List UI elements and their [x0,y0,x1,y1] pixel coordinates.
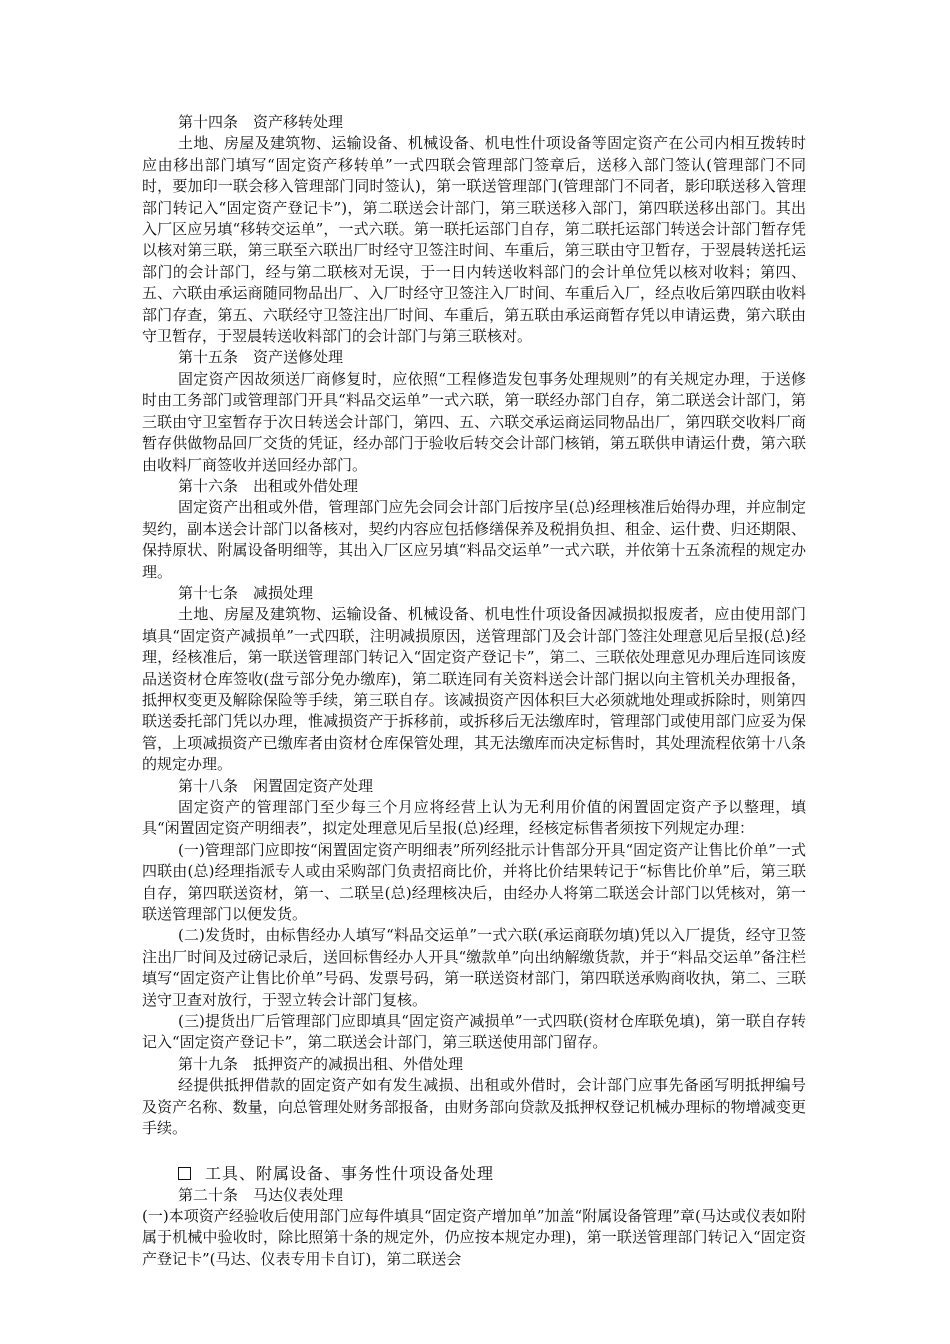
checkbox-square-icon [178,1167,191,1180]
article-18-item-1: (一)管理部门应即按“闲置固定资产明细表”所列经批示计售部分开具“固定资产让售比价单”一式四联由(总)经理指派专人或由采购部门负责招商比价，并将比价结果转记于“标售比价单”后，第三联自存，第四联送资材，第一、二联呈(总)经理核决后，由经办人将第二联送会计部门以凭核对，第一联送管理部门以便发货。 [142,840,806,924]
section-heading [142,1162,806,1185]
article-18-body: 固定资产的管理部门至少每三个月应将经营上认为无利用价值的闲置固定资产予以整理，填具“闲置固定资产明细表”，拟定处理意见后呈报(总)经理，经核定标售者须按下列规定办理： [142,798,806,838]
article-18-item-3: (三)提货出厂后管理部门应即填具“固定资产减损单”一式四联(资材仓库联免填)，第一联自存转记入“固定资产登记卡”，第二联送会计部门，第三联送使用部门留存。 [142,1012,806,1052]
article-16-heading: 第十六条 出租或外借处理 [178,476,359,495]
article-20-body: (一)本项资产经验收后使用部门应每件填具“固定资产增加单”加盖“附属设备管理”章(马达或仪表如附属于机械中验收时，除比照第十条的规定外，仍应按本规定办理)，第一联送管理部门转记入“固定资产登记卡”(马达、仪表专用卡自订)，第二联送会 [142,1206,806,1268]
article-19-heading: 第十九条 抵押资产的减损出租、外借处理 [178,1054,464,1073]
article-15-body: 固定资产因故须送厂商修复时，应依照“工程修造发包事务处理规则”的有关规定办理，于送修时由工务部门或管理部门开具“料品交运单”一式六联，第一联经办部门自存，第二联送会计部门，第三联由守卫室暂存于次日转送会计部门，第四、五、六联交承运商运同物品出厂，第四联交收料厂商暂存供做物品回厂交货的凭证，经办部门于验收后转交会计部门核销，第五联供申请运什费，第六联由收料厂商签收并送回经办部门。 [142,369,806,474]
article-14-body: 土地、房屋及建筑物、运输设备、机械设备、机电性什项设备等固定资产在公司内相互拨转时应由移出部门填写“固定资产移转单”一式四联会管理部门签章后，送移入部门签认(管理部门不同时，要加印一联会移入管理部门同时签认)，第一联送管理部门(管理部门不同者，影印联送移入管理部门转记入“固定资产登记卡”)，第二联送会计部门，第三联送移入部门，第四联送移出部门。其出入厂区应另填“移转交运单”，一式六联。第一联托运部门自存，第二联托运部门转送会计部门暂存凭以核对第三联，第三联至六联出厂时经守卫签注时间、车重后，第三联由守卫暂存，于翌晨转送托运部门的会计部门，经与第二联核对无误，于一日内转送收料部门的会计单位凭以核对收料；第四、五、六联由承运商随同物品出厂、入厂时经守卫签注入厂时间、车重后入厂，经点收后第四联由收料部门存查，第五、六联经守卫签注出厂时间、车重后，第五联由承运商暂存凭以申请运费，第六联由守卫暂存，于翌晨转送收料部门的会计部门与第三联核对。 [142,134,806,346]
document-page [142,112,806,1270]
article-18-heading: 第十八条 闲置固定资产处理 [178,776,374,795]
article-18-item-2: (二)发货时，由标售经办人填写“料品交运单”一式六联(承运商联勿填)凭以入厂提货，经守卫签注出厂时间及过磅记录后，送回标售经办人开具“缴款单”向出纳解缴货款，并于“料品交运单”备注栏填写“固定资产让售比价单”号码、发票号码，第一联送资材部门，第四联送承购商收执，第二、三联送守卫查对放行，于翌立转会计部门复核。 [142,926,806,1009]
article-19-body: 经提供抵押借款的固定资产如有发生减损、出租或外借时，会计部门应事先备函写明抵押编号及资产名称、数量，向总管理处财务部报备，由财务部向贷款及抵押权登记机械办理标的物增减变更手续。 [142,1076,806,1138]
article-20-heading: 第二十条 马达仪表处理 [178,1185,344,1204]
article-15-heading: 第十五条 资产送修处理 [178,348,344,367]
article-14-heading: 第十四条 资产移转处理 [178,113,344,131]
article-17-body: 土地、房屋及建筑物、运输设备、机械设备、机电性什项设备因减损拟报废者，应由使用部门填具“固定资产减损单”一式四联，注明减损原因，送管理部门及会计部门签注处理意见后呈报(总)经理，经核准后，第一联送管理部门转记入“固定资产登记卡”，第二、三联依处理意见办理后连同该废品送资材仓库签收(盘亏部分免办缴库)，第二联连同有关资料送会计部门据以向主管机关办理报备，抵押权变更及解除保险等手续，第三联自存。该减损资产因体积巨大必须就地处理或拆除时，则第四联送委托部门凭以办理，惟减损资产于拆移前，或拆移后无法缴库时，管理部门或使用部门应妥为保管，上项减损资产已缴库者由资材仓库保管处理，其无法缴库而决定标售时，其处理流程依第十八条的规定办理。 [142,605,806,774]
article-16-body: 固定资产出租或外借，管理部门应先会同会计部门后按序呈(总)经理核准后始得办理，并应制定契约，副本送会计部门以备核对，契约内容应包括修缮保养及税捐负担、租金、运什费、归还期限、保持原状、附属设备明细等，其出入厂区应另填“料品交运单”一式六联，并依第十五条流程的规定办理。 [142,498,806,581]
article-17-heading: 第十七条 减损处理 [178,583,314,602]
section-heading-text: 工具、附属设备、事务性什项设备处理 [205,1163,495,1183]
